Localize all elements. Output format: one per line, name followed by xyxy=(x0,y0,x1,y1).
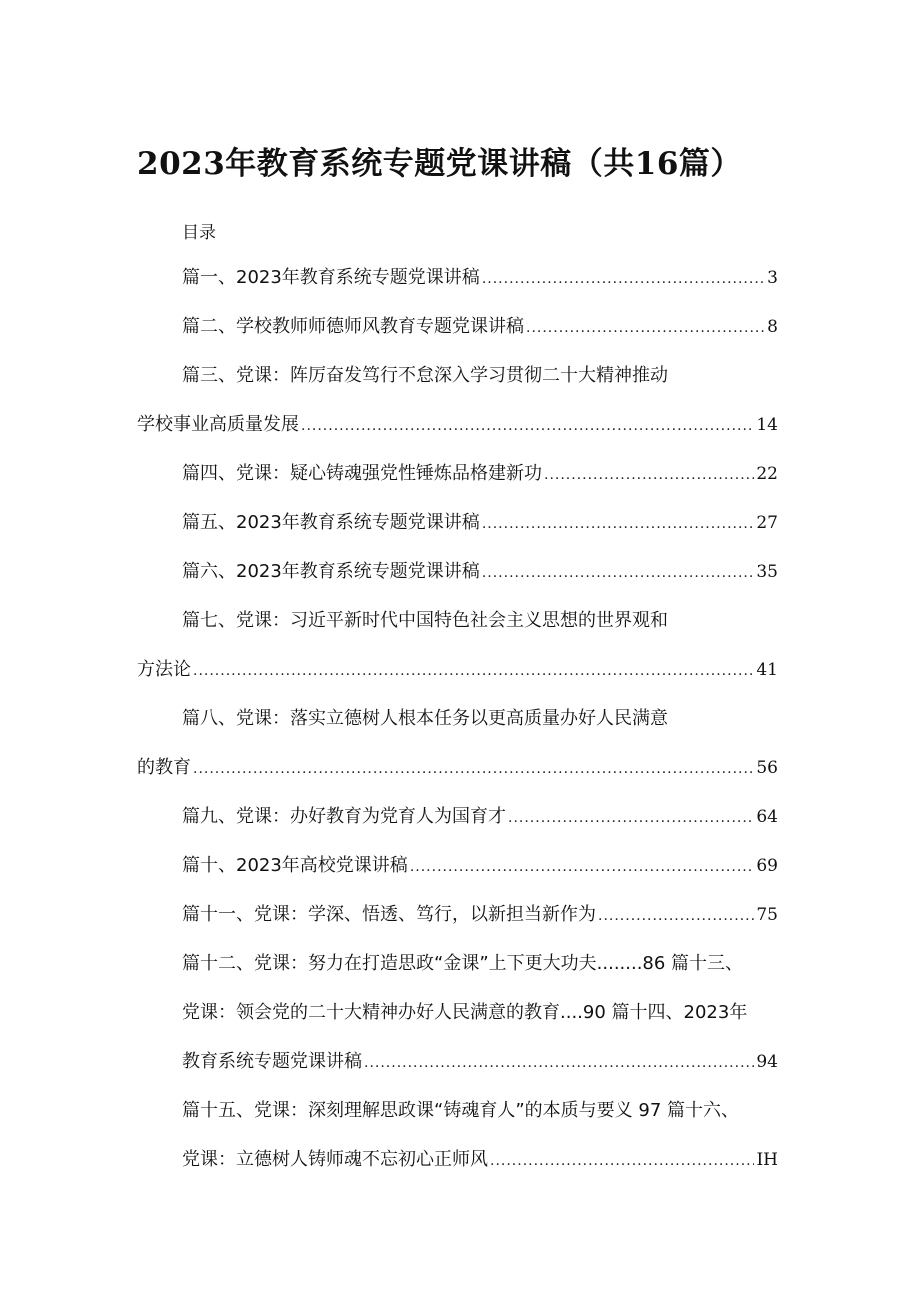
toc-entry[interactable] xyxy=(182,315,778,340)
dot-leader xyxy=(482,267,765,291)
toc-entry-page: 75 xyxy=(756,905,778,925)
toc-entry[interactable] xyxy=(182,266,778,291)
toc-entry-page: IH xyxy=(756,1150,778,1170)
toc-entry-title: 的教育 xyxy=(137,757,191,778)
toc-entry[interactable] xyxy=(182,805,778,830)
toc-entry-title: 篇一、2023年教育系统专题党课讲稿 xyxy=(182,267,480,288)
toc-entry-title: 教育系统专题党课讲稿 xyxy=(182,1051,362,1072)
toc-entry-page: 35 xyxy=(756,562,778,582)
toc-entry-page: 41 xyxy=(756,660,778,680)
toc-entry-title: 篇六、2023年教育系统专题党课讲稿 xyxy=(182,561,480,582)
toc-entry[interactable] xyxy=(182,462,778,487)
document-title: 2023年教育系统专题党课讲稿（共16篇） xyxy=(137,146,742,182)
toc-entry-page: 64 xyxy=(756,807,778,827)
toc-entry-title: 党课：立德树人铸师魂不忘初心正师风 xyxy=(182,1149,488,1170)
toc-entry-title: 篇九、党课：办好教育为党育人为国育才 xyxy=(182,806,506,827)
dot-leader xyxy=(482,561,755,585)
toc-entry[interactable] xyxy=(137,756,778,781)
toc-heading: 目录 xyxy=(182,223,216,243)
toc-entry-page: 69 xyxy=(756,856,778,876)
dot-leader xyxy=(490,1149,754,1173)
toc-run-on-line[interactable]: 篇十二、党课：努力在打造思政“金课”上下更大功夫........86 篇十三、 xyxy=(182,953,744,974)
toc-entry-first-line[interactable]: 篇三、党课：阵厉奋发笃行不怠深入学习贯彻二十大精神推动 xyxy=(182,365,668,386)
toc-entry[interactable] xyxy=(182,1148,778,1173)
toc-entry-title: 篇五、2023年教育系统专题党课讲稿 xyxy=(182,512,480,533)
toc-entry-page: 27 xyxy=(756,513,778,533)
toc-entry-title: 篇四、党课：疑心铸魂强党性锤炼品格建新功 xyxy=(182,463,542,484)
toc-entry-first-line[interactable]: 篇八、党课：落实立德树人根本任务以更高质量办好人民满意 xyxy=(182,708,668,729)
toc-entry-title: 篇二、学校教师师德师风教育专题党课讲稿 xyxy=(182,316,524,337)
toc-entry-page: 8 xyxy=(767,317,778,337)
toc-entry-title: 学校事业高质量发展 xyxy=(137,414,299,435)
toc-entry[interactable] xyxy=(182,854,778,879)
dot-leader xyxy=(193,659,754,683)
dot-leader xyxy=(508,806,754,830)
toc-entry-first-line[interactable]: 篇七、党课：习近平新时代中国特色社会主义思想的世界观和 xyxy=(182,610,668,631)
toc-entry[interactable] xyxy=(182,560,778,585)
toc-entry[interactable] xyxy=(137,658,778,683)
toc-entry-page: 3 xyxy=(767,268,778,288)
toc-entry-title: 方法论 xyxy=(137,659,191,680)
dot-leader xyxy=(544,463,754,487)
toc-entry[interactable] xyxy=(137,413,778,438)
toc-run-on-line[interactable]: 党课：领会党的二十大精神办好人民满意的教育....90 篇十四、2023年 xyxy=(182,1002,748,1023)
toc-entry-page: 56 xyxy=(756,758,778,778)
toc-entry-title: 篇十一、党课：学深、悟透、笃行，以新担当新作为 xyxy=(182,904,596,925)
toc-entry-page: 22 xyxy=(756,464,778,484)
toc-entry[interactable] xyxy=(182,1050,778,1075)
dot-leader xyxy=(301,414,754,438)
toc-entry[interactable] xyxy=(182,903,778,928)
dot-leader xyxy=(598,904,754,928)
toc-entry-title: 篇十、2023年高校党课讲稿 xyxy=(182,855,408,876)
toc-entry-page: 94 xyxy=(756,1052,778,1072)
toc-entry[interactable] xyxy=(182,511,778,536)
dot-leader xyxy=(482,512,755,536)
dot-leader xyxy=(410,855,755,879)
toc-entry-page: 14 xyxy=(756,415,778,435)
dot-leader xyxy=(526,316,765,340)
dot-leader xyxy=(193,757,754,781)
dot-leader xyxy=(364,1051,754,1075)
toc-run-on-line[interactable]: 篇十五、党课：深刻理解思政课“铸魂育人”的本质与要义 97 篇十六、 xyxy=(182,1100,739,1121)
